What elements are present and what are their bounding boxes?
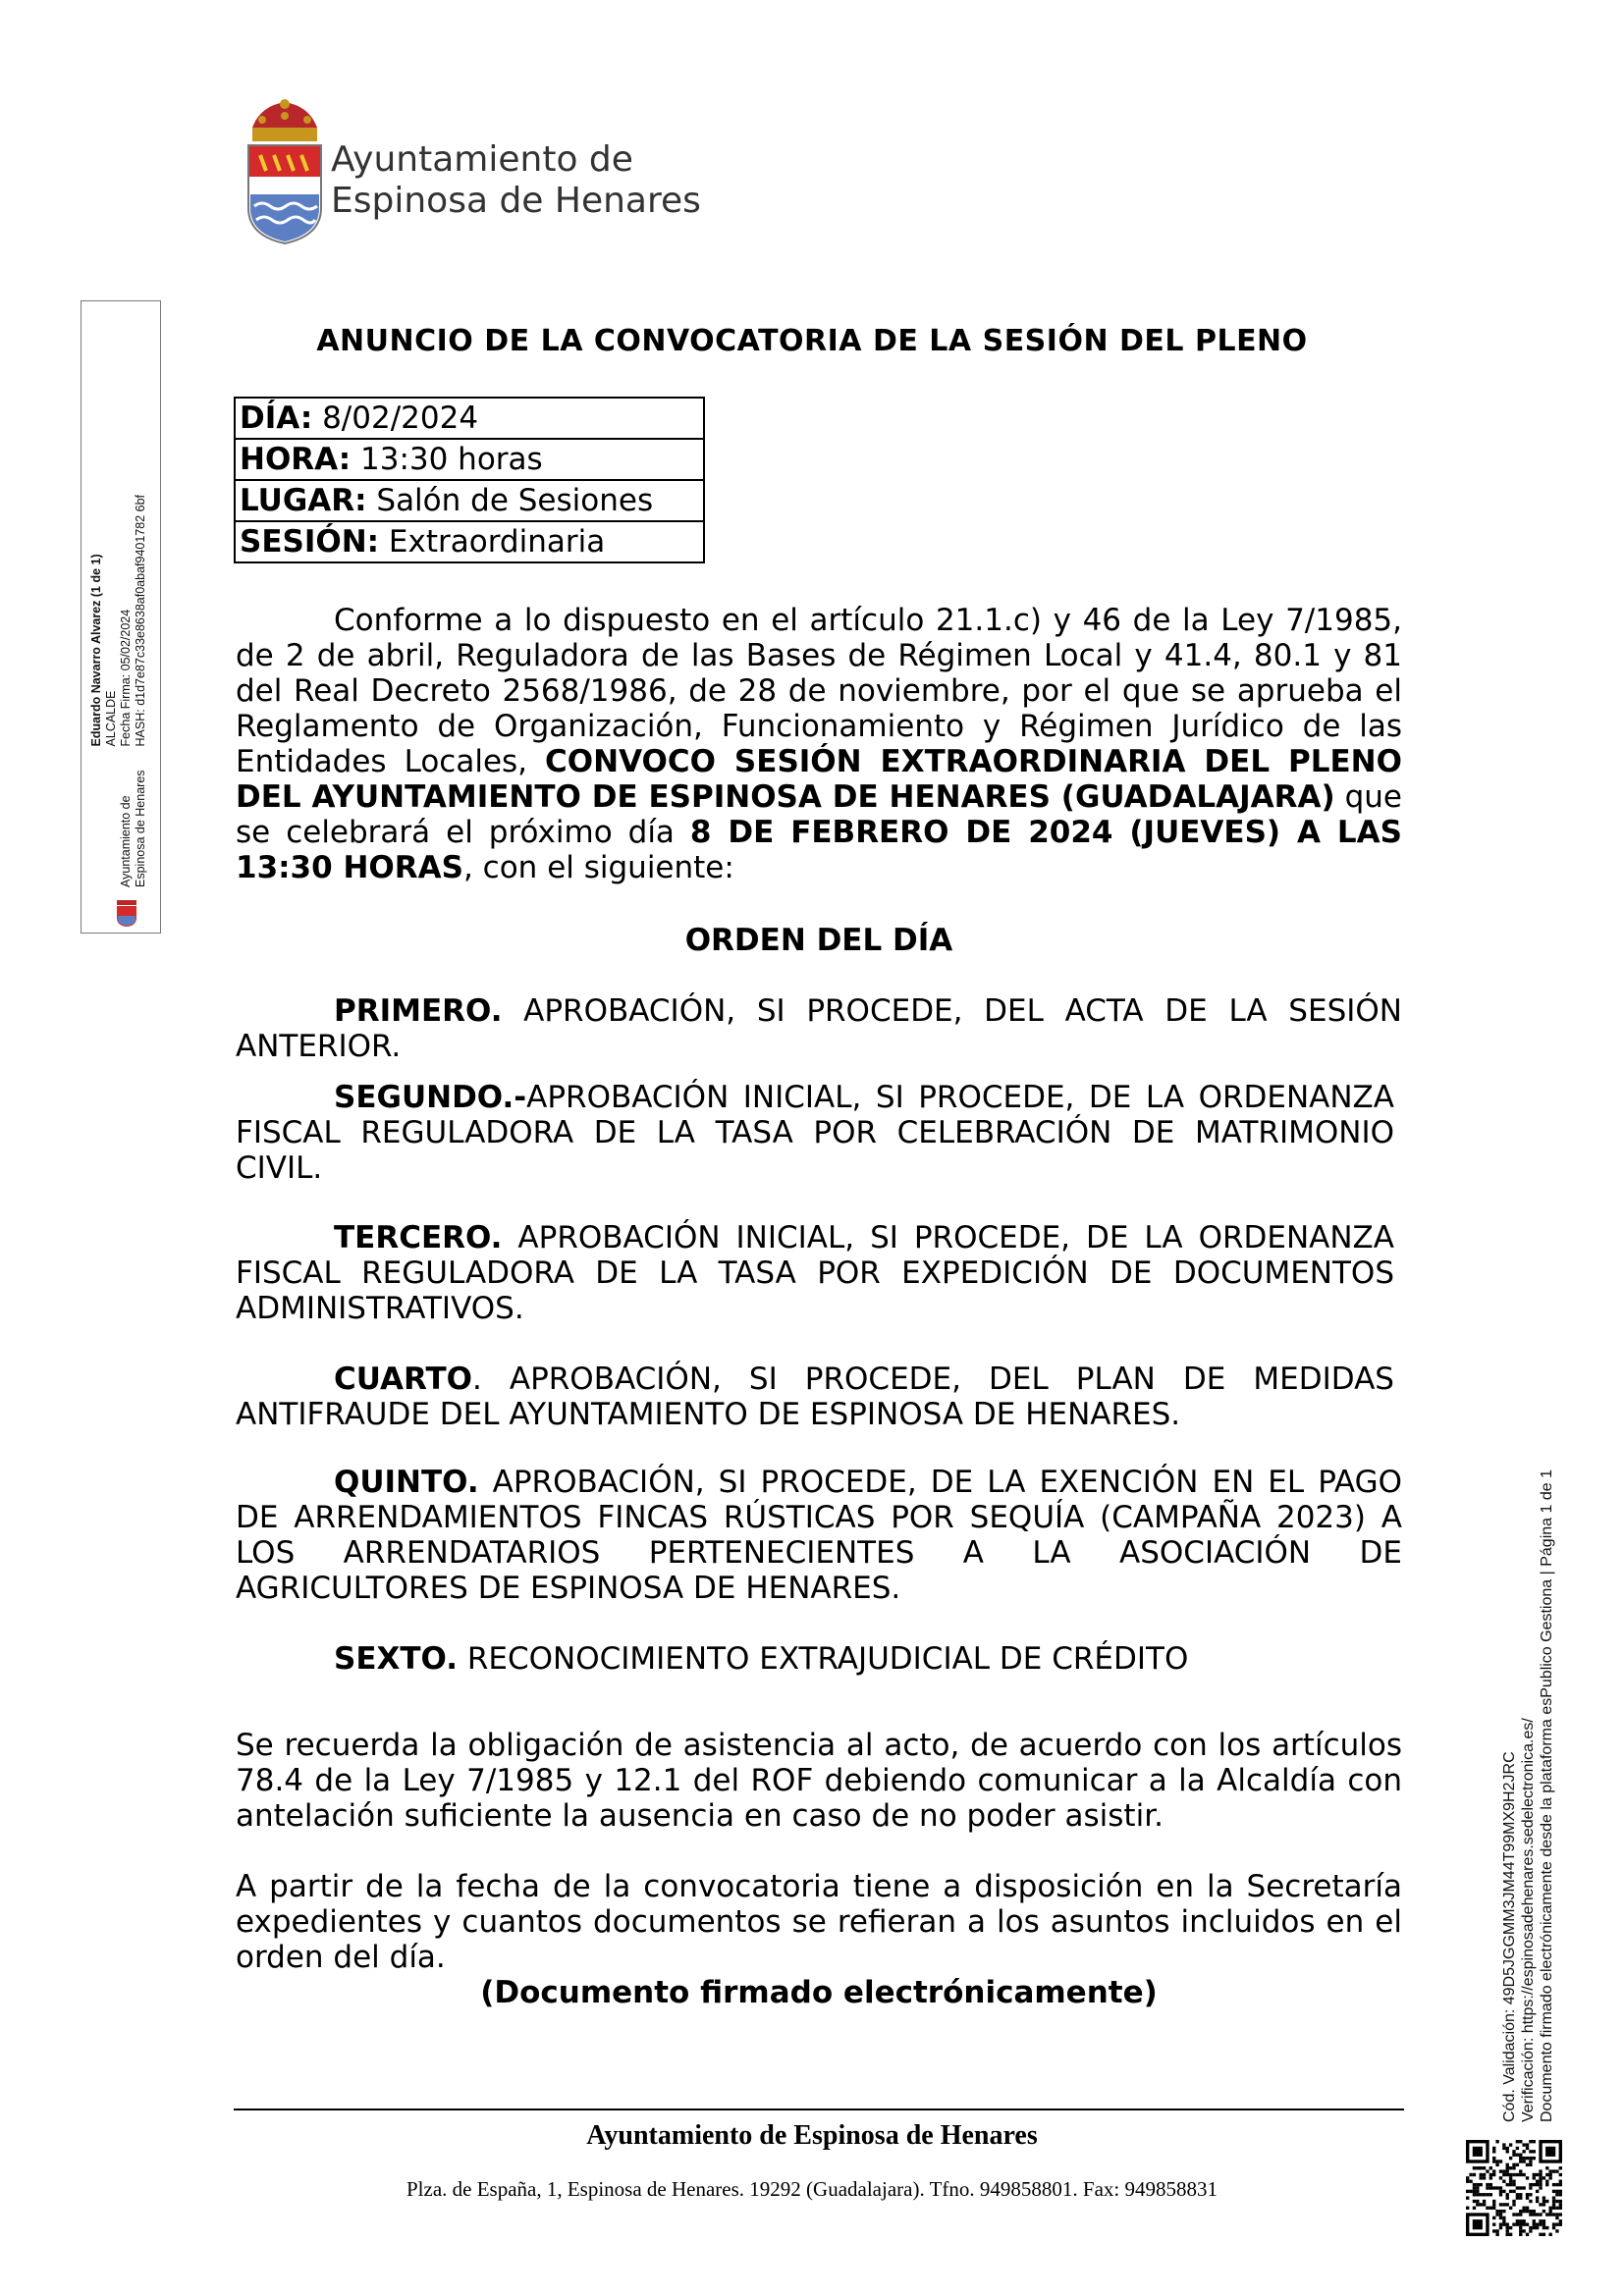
verification-note: Documento firmado electrónicamente desde la plataforma esPublico Gestiona | Página 1 de 1 bbox=[1539, 1469, 1555, 2122]
agenda-item-6 bbox=[236, 1641, 1402, 1677]
signature-stamp bbox=[81, 300, 161, 934]
intro-bold-2: 8 DE FEBRERO DE 2024 (JUEVES) A LAS 13:30 HORAS bbox=[236, 815, 1402, 885]
agenda-item-text: APROBACIÓN INICIAL, SI PROCEDE, DE LA ORDENANZA FISCAL REGULADORA DE LA TASA POR CELEBRACIÓN DE MATRIMONIO CIVIL. bbox=[236, 1080, 1394, 1186]
info-value: 8/02/2024 bbox=[312, 400, 479, 436]
stamp-coat-of-arms-icon bbox=[115, 898, 138, 928]
coat-of-arms-icon bbox=[241, 98, 329, 245]
verification-block bbox=[1500, 1435, 1583, 2122]
session-info-table bbox=[234, 397, 705, 563]
stamp-signer: Eduardo Navarro Alvarez (1 de 1) bbox=[89, 554, 103, 747]
stamp-hash: HASH: d1d7e87c33e8638af0abaf9401782 6bf bbox=[134, 494, 147, 747]
organization-name-line1: Ayuntamiento de bbox=[331, 139, 633, 180]
verification-code: Cód. Validación: 49D5JGGMM3JM44T99MX9H2JRC bbox=[1501, 1751, 1518, 2122]
info-value: Extraordinaria bbox=[379, 524, 606, 560]
stamp-role: ALCALDE bbox=[104, 690, 118, 747]
info-row-place bbox=[235, 480, 704, 521]
footer-organization: Ayuntamiento de Espinosa de Henares bbox=[586, 2120, 1038, 2151]
footer-address: Plza. de España, 1, Espinosa de Henares. 19292 (Guadalajara). Tfno. 949858801. Fax: 949858831 bbox=[406, 2177, 1218, 2201]
agenda-item-5 bbox=[236, 1465, 1402, 1606]
info-label: DÍA: bbox=[240, 400, 313, 436]
stamp-org-line1: Ayuntamiento de bbox=[119, 795, 133, 887]
info-label: HORA: bbox=[240, 442, 352, 477]
agenda-item-3 bbox=[236, 1220, 1394, 1326]
intro-text-1: Conforme a lo dispuesto en el artículo 21.1.c) y 46 de la Ley 7/1985, de 2 de abril, Reguladora de las Bases de Régimen Local y 41.4, 80.1 y 81 del Real Decreto 2568/1986, de 28 de noviembre, por el que se aprueba el Reglamento de Organización, Funcionamiento y Régimen Jurídico de las Entidades Locales, bbox=[236, 603, 1402, 779]
qr-code-icon[interactable] bbox=[1466, 2140, 1562, 2236]
agenda-item-text: . APROBACIÓN, SI PROCEDE, DEL PLAN DE MEDIDAS ANTIFRAUDE DEL AYUNTAMIENTO DE ESPINOSA DE HENARES. bbox=[236, 1362, 1394, 1432]
attendance-reminder: Se recuerda la obligación de asistencia al acto, de acuerdo con los artículos 78.4 de la Ley 7/1985 y 12.1 del ROF debiendo comunicar a la Alcaldía con antelación suficiente la ausencia en caso de no poder asistir. bbox=[236, 1728, 1402, 1834]
agenda-item-label: TERCERO. bbox=[334, 1220, 503, 1255]
intro-text-2: que se celebrará el próximo día bbox=[236, 779, 1402, 850]
intro-bold-1: CONVOCO SESIÓN EXTRAORDINARIA DEL PLENO DEL AYUNTAMIENTO DE ESPINOSA DE HENARES (GUADALAJARA) bbox=[236, 744, 1402, 815]
intro-paragraph bbox=[236, 603, 1402, 885]
info-value: 13:30 horas bbox=[351, 442, 543, 477]
agenda-item-label: PRIMERO. bbox=[334, 993, 503, 1029]
agenda-item-label: SEGUNDO.- bbox=[334, 1080, 527, 1115]
agenda-item-2 bbox=[236, 1080, 1394, 1186]
organization-name-line2: Espinosa de Henares bbox=[331, 181, 701, 221]
organization-name bbox=[331, 139, 701, 222]
agenda-item-label: QUINTO. bbox=[334, 1465, 479, 1500]
agenda-item-text: APROBACIÓN, SI PROCEDE, DEL ACTA DE LA SESIÓN ANTERIOR. bbox=[236, 993, 1402, 1064]
info-label: LUGAR: bbox=[240, 483, 367, 518]
agenda-item-text: APROBACIÓN INICIAL, SI PROCEDE, DE LA ORDENANZA FISCAL REGULADORA DE LA TASA POR EXPEDICIÓN DE DOCUMENTOS ADMINISTRATIVOS. bbox=[236, 1220, 1394, 1326]
agenda-item-label: SEXTO. bbox=[334, 1641, 458, 1677]
verification-url[interactable]: Verificación: https://espinosadehenares.sedelectronica.es/ bbox=[1520, 1718, 1537, 2122]
info-label: SESIÓN: bbox=[240, 524, 380, 560]
intro-text-3: , con el siguiente: bbox=[462, 850, 734, 885]
info-row-session bbox=[235, 521, 704, 562]
info-row-time bbox=[235, 439, 704, 480]
stamp-date: Fecha Firma: 05/02/2024 bbox=[119, 609, 133, 747]
agenda-item-text: RECONOCIMIENTO EXTRAJUDICIAL DE CRÉDITO bbox=[458, 1641, 1189, 1677]
agenda-item-text: APROBACIÓN, SI PROCEDE, DE LA EXENCIÓN EN EL PAGO DE ARRENDAMIENTOS FINCAS RÚSTICAS POR SEQUÍA (CAMPAÑA 2023) A LOS ARRENDATARIOS PERTENECIENTES A LA ASOCIACIÓN DE AGRICULTORES DE ESPINOSA DE HENARES. bbox=[236, 1465, 1402, 1606]
stamp-org-line2: Espinosa de Henares bbox=[134, 770, 147, 887]
info-row-day bbox=[235, 398, 704, 439]
documents-availability: A partir de la fecha de la convocatoria tiene a disposición en la Secretaría expedientes y cuantos documentos se refieran a los asuntos incluidos en el orden del día. bbox=[236, 1869, 1402, 1975]
document-title: ANUNCIO DE LA CONVOCATORIA DE LA SESIÓN DEL PLENO bbox=[316, 324, 1308, 358]
signed-note: (Documento firmado electrónicamente) bbox=[480, 1975, 1158, 2010]
agenda-title: ORDEN DEL DÍA bbox=[684, 923, 953, 958]
agenda-item-1 bbox=[236, 993, 1402, 1064]
footer-divider bbox=[234, 2109, 1404, 2110]
info-value: Salón de Sesiones bbox=[366, 483, 654, 518]
agenda-item-label: CUARTO bbox=[334, 1362, 472, 1397]
agenda-item-4 bbox=[236, 1362, 1394, 1432]
